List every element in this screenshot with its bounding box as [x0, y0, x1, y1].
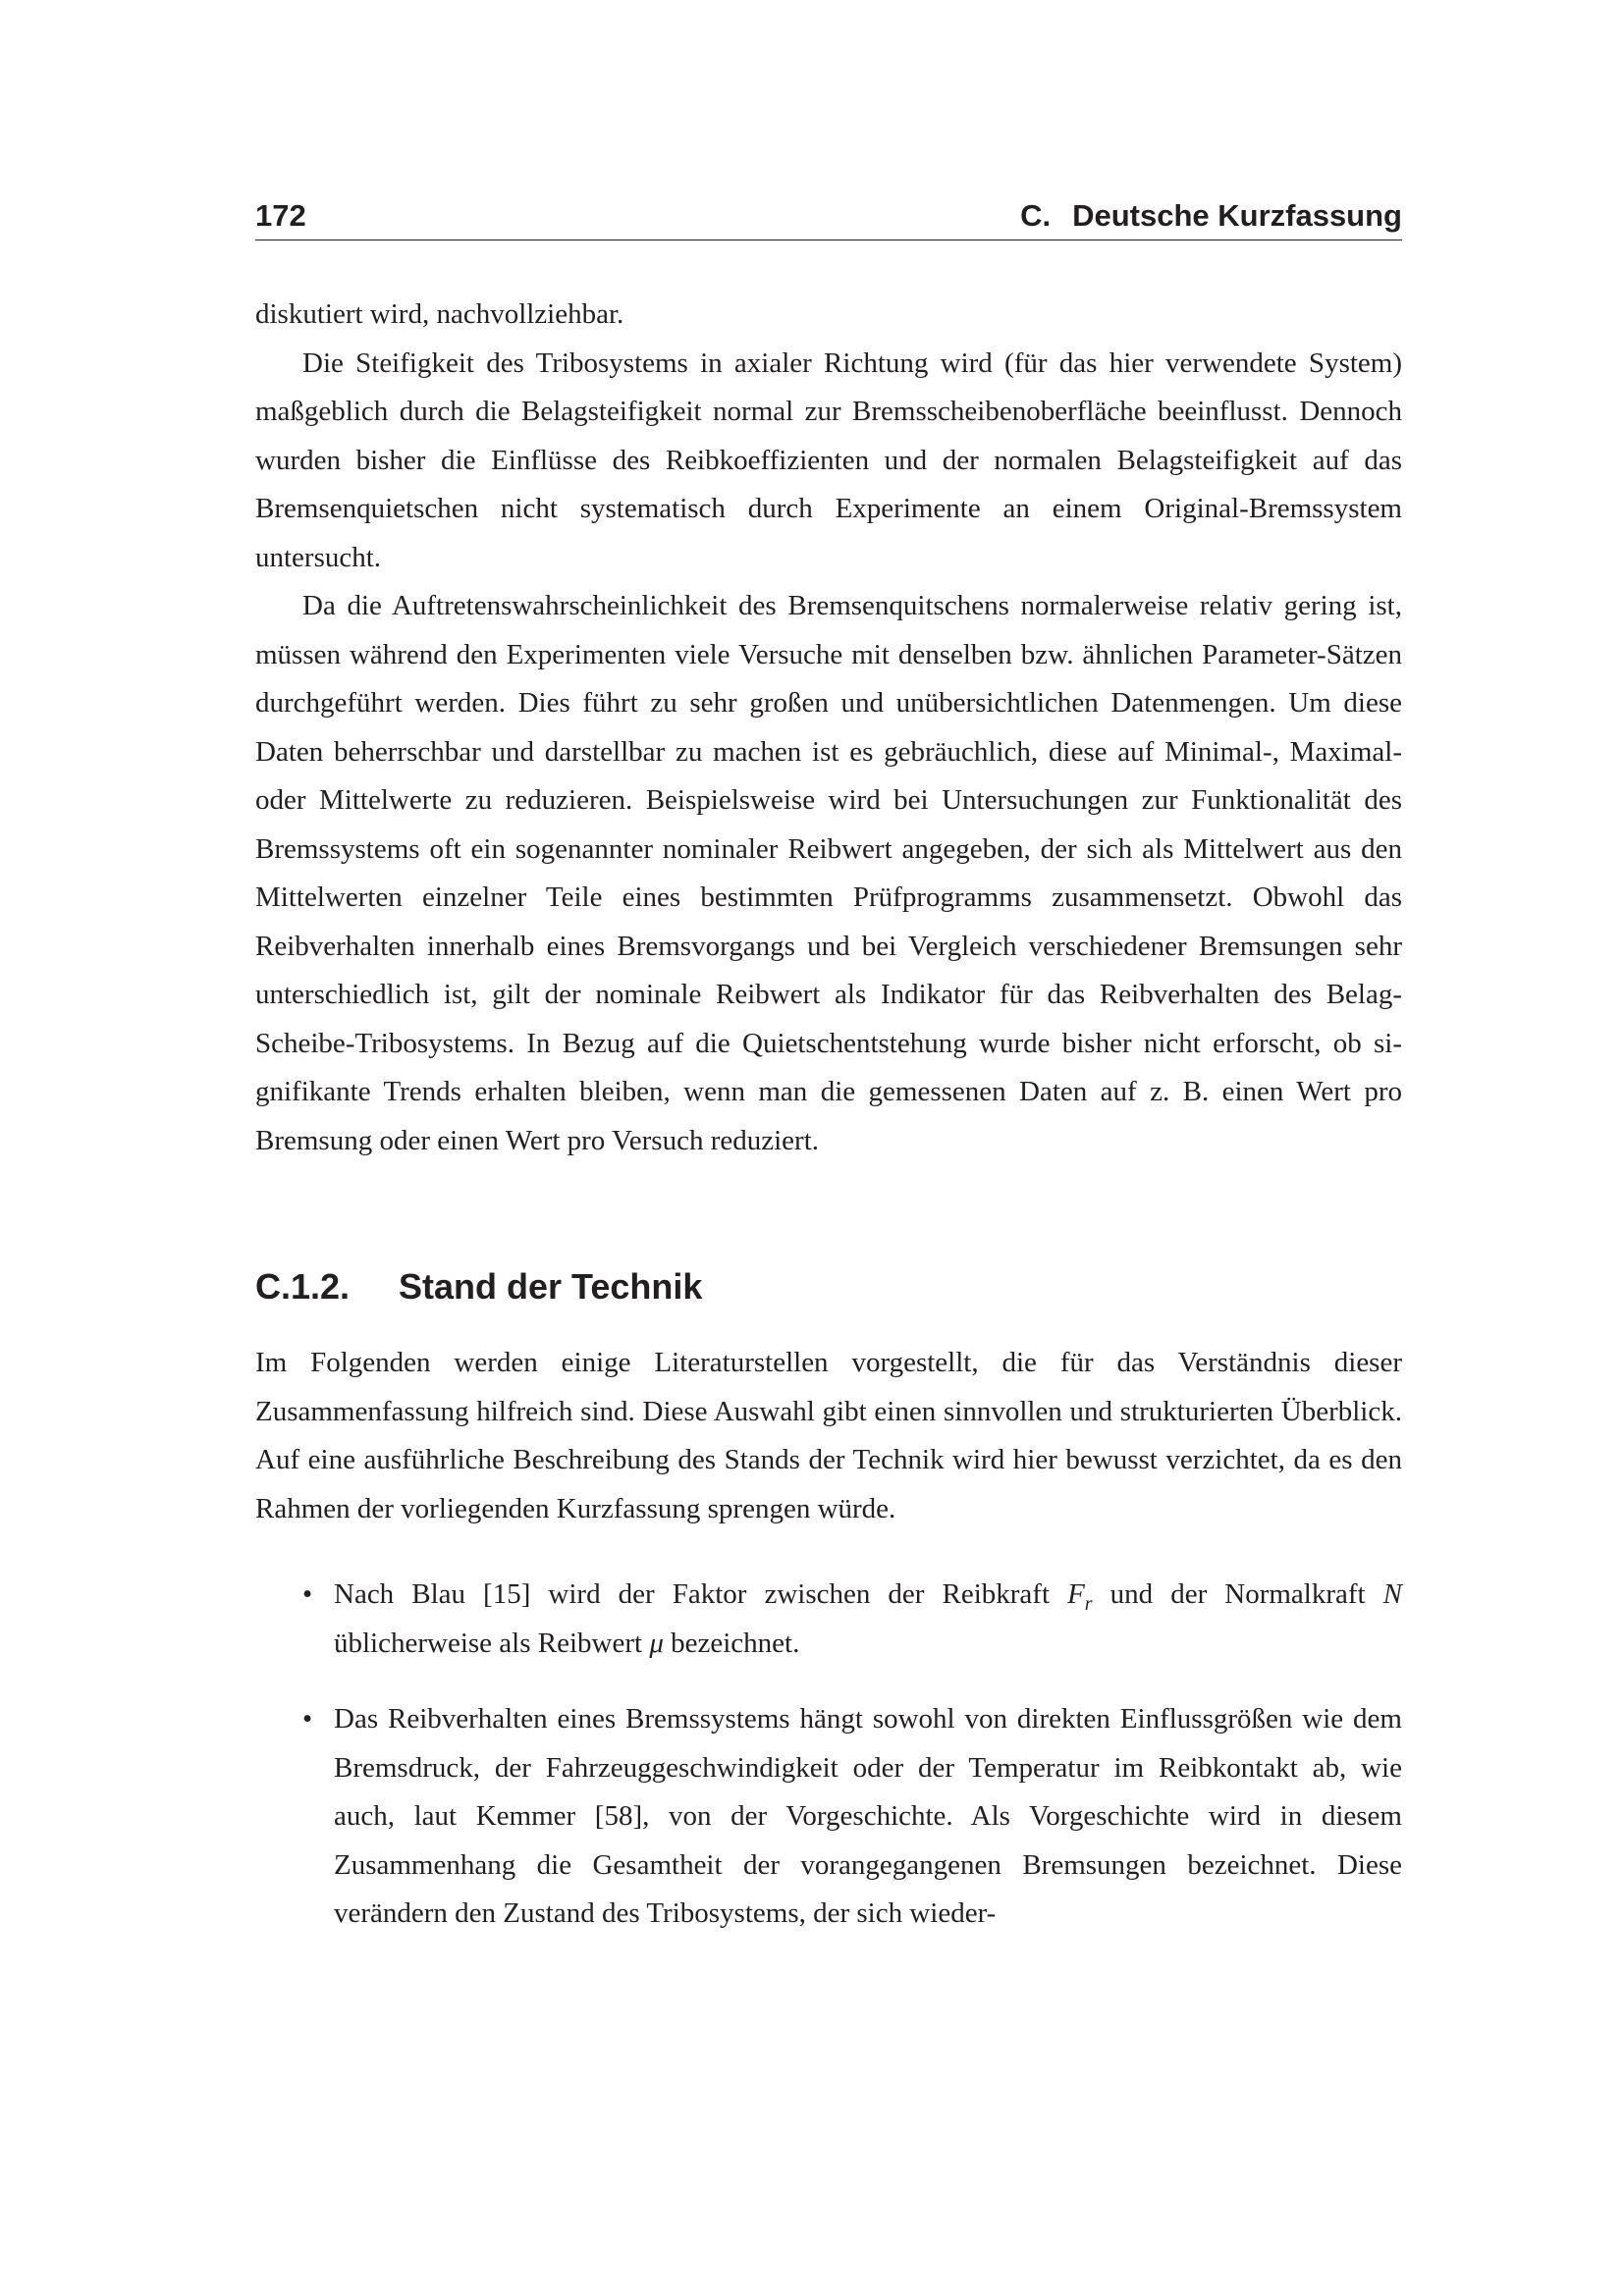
bullet-text-part: bezeichnet. — [663, 1627, 800, 1659]
chapter-heading — [1020, 192, 1402, 240]
body-text-intro — [255, 1339, 1402, 1533]
chapter-title: Deutsche Kurzfassung — [1072, 198, 1402, 233]
math-friction-force: F — [1067, 1578, 1085, 1610]
list-item — [255, 1695, 1402, 1939]
list-item — [255, 1571, 1402, 1668]
math-normal-force: N — [1382, 1578, 1402, 1610]
bullet-text-part: üblicherweise als Reibwert — [334, 1627, 650, 1659]
chapter-number: C. — [1020, 198, 1052, 233]
paragraph-stiffness: Die Steifigkeit des Tribosystems in axialer Richtung wird (für das hier verwendete System) maßgeblich durch die Belagsteifigkeit normal zur Bremsscheibenoberfläche beeinflusst. Dennoch wurden bisher die Einflüsse des Reibkoeffizienten und der normalen Belagsteifigkeit auf das Bremsenquietschen nicht systematisch durch Experimente an einem Original-Bremssystem untersucht. — [255, 347, 1402, 573]
running-header — [255, 192, 1402, 240]
section-title: Stand der Technik — [399, 1266, 703, 1307]
document-page — [255, 0, 1402, 2296]
body-text-top — [255, 291, 1402, 1165]
bullet-marker: • — [302, 1578, 313, 1610]
paragraph-intro: Im Folgenden werden einige Literaturstellen vorgestellt, die für das Verständnis dieser Zusammenfassung hilfreich sind. Diese Auswahl gibt einen sinnvollen und strukturierten Überblick. Auf eine ausführliche Beschreibung des Stands der Technik wird hier bewusst verzichtet, da es den Rahmen der vorliegenden Kurzfassung sprengen würde. — [255, 1347, 1402, 1524]
math-subscript-r: r — [1084, 1592, 1093, 1615]
bullet-text-part: und der Normalkraft — [1092, 1578, 1383, 1610]
section-heading — [255, 1262, 1402, 1311]
math-mu: μ — [649, 1627, 664, 1659]
paragraph-continuation: diskutiert wird, nachvollziehbar. — [255, 298, 624, 330]
bullet-text-part: Nach Blau [15] wird der Faktor zwischen der Reibkraft — [334, 1578, 1068, 1610]
bullet-marker: • — [302, 1703, 313, 1735]
paragraph-probability: Da die Auftretenswahrscheinlichkeit des Bremsenquitschens normalerweise relativ gering ist, müssen während den Experimenten viele Versuche mit denselben bzw. ähnlichen Parameter-Sätzen durchgeführt werden. Dies führt zu sehr großen und unübersichtlichen Datenmengen. Um diese Daten beherrschbar und darstellbar zu machen ist es gebräuchlich, diese auf Minimal-, Maximal- oder Mittelwerte zu reduzieren. Beispielsweise wird bei Untersuchungen zur Funktionalität des Bremssystems oft ein sogenannter nominaler Reibwert angegeben, der sich als Mittelwert aus den Mittelwerten einzelner Teile eines bestimmten Prüfprogramms zusammensetzt. Obwohl das Reibverhalten innerhalb eines Bremsvorgangs und bei Vergleich verschiedener Bremsungen sehr unterschiedlich ist, gilt der nominale Reibwert als Indikator für das Reibverhalten des Belag-Scheibe-Tribosystems. In Bezug auf die Quietschentstehung wurde bisher nicht erforscht, ob signifikante Trends erhalten bleiben, wenn man die gemessenen Daten auf z. B. einen Wert pro Bremsung oder einen Wert pro Versuch reduziert. — [255, 590, 1402, 1156]
section-number: C.1.2. — [255, 1266, 351, 1307]
bullet-text: Das Reibverhalten eines Bremssystems hängt sowohl von direkten Einflussgrößen wie dem Bremsdruck, der Fahrzeuggeschwindigkeit oder der Temperatur im Reibkontakt ab, wie auch, laut Kemmer [58], von der Vorgeschichte. Als Vorgeschichte wird in diesem Zusammenhang die Gesamtheit der vorangegangenen Bremsungen bezeichnet. Diese verändern den Zustand des Tribosystems, der sich wieder- — [334, 1703, 1402, 1929]
bullet-list — [255, 1571, 1402, 1966]
page-number: 172 — [255, 198, 306, 233]
